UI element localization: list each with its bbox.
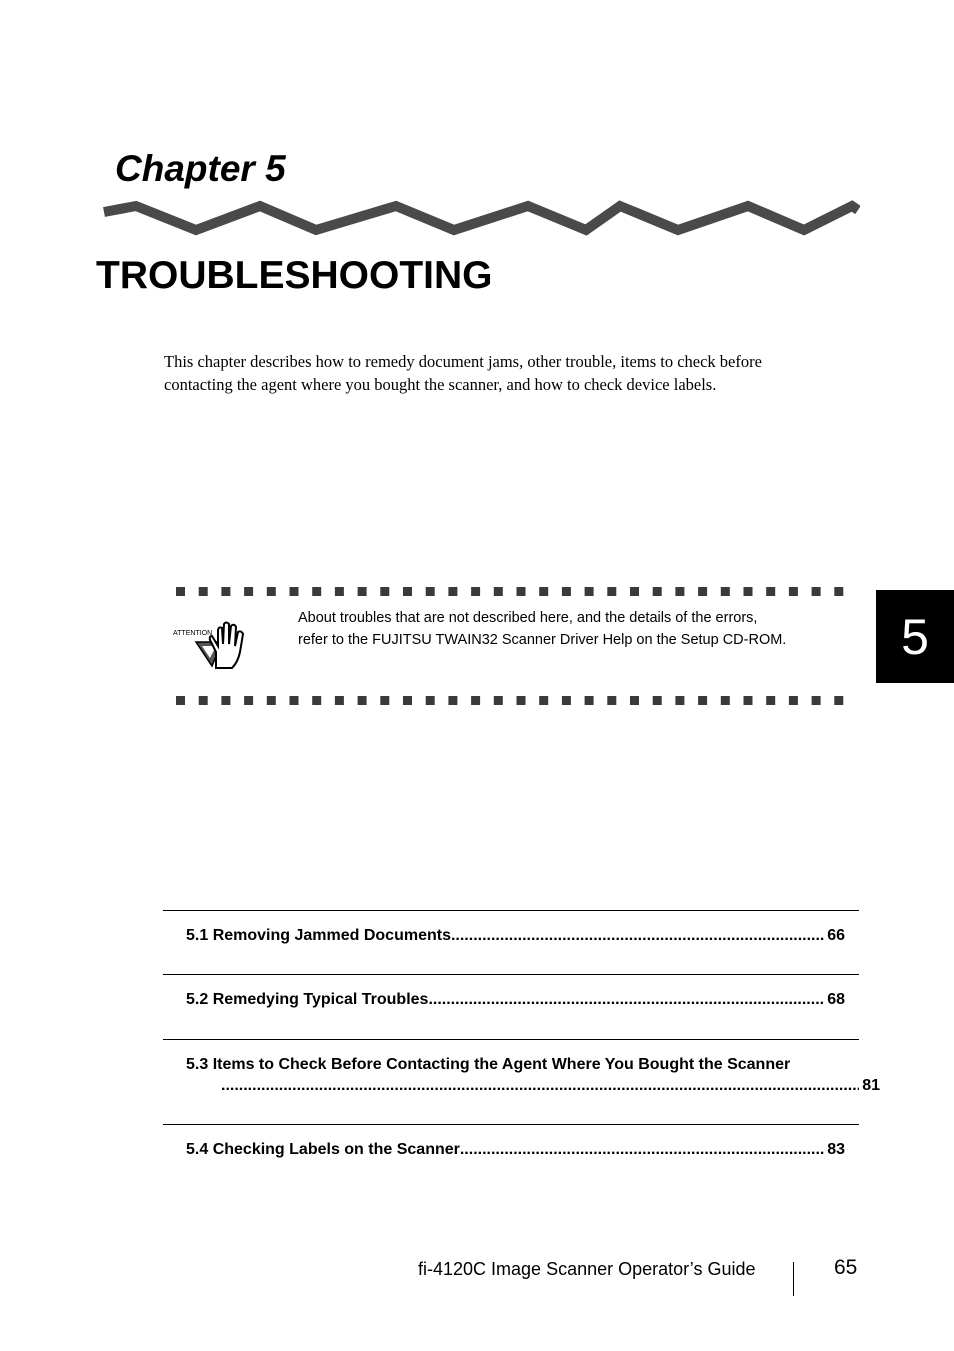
dash-square bbox=[834, 696, 843, 705]
toc-divider bbox=[163, 974, 859, 975]
dash-square bbox=[335, 696, 344, 705]
dash-square bbox=[199, 587, 208, 596]
dash-square bbox=[812, 587, 821, 596]
dash-square bbox=[448, 587, 457, 596]
dash-square bbox=[789, 696, 798, 705]
dash-square bbox=[607, 587, 616, 596]
attention-text bbox=[298, 608, 786, 651]
chapter-zigzag-divider bbox=[100, 198, 860, 242]
toc-divider bbox=[163, 1039, 859, 1040]
dash-square bbox=[698, 587, 707, 596]
dash-square bbox=[426, 587, 435, 596]
footer-page-number: 65 bbox=[834, 1256, 858, 1279]
dash-square bbox=[290, 696, 299, 705]
toc-leader-dots bbox=[451, 925, 824, 946]
dash-square bbox=[562, 696, 571, 705]
chapter-label: Chapter 5 bbox=[115, 148, 286, 189]
dash-square bbox=[267, 696, 276, 705]
dash-square bbox=[426, 696, 435, 705]
dash-square bbox=[244, 696, 253, 705]
toc-entry[interactable] bbox=[186, 925, 845, 946]
dash-square bbox=[630, 696, 639, 705]
toc-entry-title: 5.1 Removing Jammed Documents bbox=[186, 927, 451, 944]
dash-square bbox=[607, 696, 616, 705]
dash-square bbox=[494, 696, 503, 705]
attention-bottom-border bbox=[176, 696, 848, 705]
dash-square bbox=[585, 587, 594, 596]
dash-square bbox=[403, 696, 412, 705]
dash-square bbox=[358, 696, 367, 705]
toc-leader-dots bbox=[428, 989, 824, 1010]
dash-square bbox=[199, 696, 208, 705]
toc-divider bbox=[163, 910, 859, 911]
intro-line: contacting the agent where you bought the scanner, and how to check device labels. bbox=[164, 375, 717, 394]
toc-entry-page: 68 bbox=[827, 991, 845, 1008]
dash-square bbox=[721, 696, 730, 705]
dash-square bbox=[585, 696, 594, 705]
intro-paragraph bbox=[164, 350, 854, 396]
dash-square bbox=[517, 696, 526, 705]
dash-square bbox=[335, 587, 344, 596]
attention-icon-label: ATTENTION bbox=[173, 630, 213, 637]
dash-square bbox=[698, 696, 707, 705]
toc-entry[interactable] bbox=[186, 1054, 880, 1096]
dash-square bbox=[812, 696, 821, 705]
toc-entry-title: 5.2 Remedying Typical Troubles bbox=[186, 991, 429, 1008]
attention-line: refer to the FUJITSU TWAIN32 Scanner Driver Help on the Setup CD-ROM. bbox=[298, 631, 787, 648]
dash-square bbox=[744, 587, 753, 596]
zigzag-line bbox=[104, 206, 858, 230]
dash-square bbox=[221, 696, 230, 705]
toc-leader-dots bbox=[221, 1075, 859, 1096]
dash-square bbox=[834, 587, 843, 596]
dash-square bbox=[176, 696, 185, 705]
dash-square bbox=[471, 587, 480, 596]
chapter-title: TROUBLESHOOTING bbox=[96, 254, 493, 297]
dash-square bbox=[562, 587, 571, 596]
dash-square bbox=[675, 696, 684, 705]
attention-line: About troubles that are not described here, and the details of the errors, bbox=[298, 610, 758, 626]
toc-entry[interactable] bbox=[186, 989, 845, 1010]
dash-square bbox=[653, 587, 662, 596]
dash-square bbox=[221, 587, 230, 596]
toc-entry-title: 5.4 Checking Labels on the Scanner bbox=[186, 1141, 460, 1158]
chapter-thumb-tab: 5 bbox=[876, 590, 954, 683]
dash-square bbox=[744, 696, 753, 705]
toc-entry-title: 5.3 Items to Check Before Contacting the Agent Where You Bought the Scanner bbox=[186, 1056, 791, 1073]
dash-square bbox=[630, 587, 639, 596]
toc-entry-page: 81 bbox=[862, 1077, 880, 1094]
dash-square bbox=[675, 587, 684, 596]
dash-square bbox=[471, 696, 480, 705]
toc-entry-page: 83 bbox=[827, 1141, 845, 1158]
dash-square bbox=[448, 696, 457, 705]
toc-leader-dots bbox=[460, 1139, 824, 1160]
dash-square bbox=[766, 587, 775, 596]
dash-square bbox=[290, 587, 299, 596]
dash-square bbox=[721, 587, 730, 596]
toc-entry[interactable] bbox=[186, 1139, 845, 1160]
attention-top-border bbox=[176, 587, 848, 596]
dash-square bbox=[517, 587, 526, 596]
intro-line: This chapter describes how to remedy document jams, other trouble, items to check before bbox=[164, 352, 762, 371]
dash-square bbox=[766, 696, 775, 705]
dash-square bbox=[380, 587, 389, 596]
footer-separator bbox=[793, 1262, 794, 1296]
dash-square bbox=[312, 696, 321, 705]
dash-square bbox=[244, 587, 253, 596]
dash-square bbox=[176, 587, 185, 596]
dash-square bbox=[267, 587, 276, 596]
footer-document-title: fi-4120C Image Scanner Operator’s Guide bbox=[418, 1259, 756, 1279]
dash-square bbox=[494, 587, 503, 596]
dash-square bbox=[539, 696, 548, 705]
toc-divider bbox=[163, 1124, 859, 1125]
attention-hand-icon bbox=[172, 618, 252, 674]
dash-square bbox=[312, 587, 321, 596]
dash-square bbox=[380, 696, 389, 705]
dash-square bbox=[358, 587, 367, 596]
dash-square bbox=[789, 587, 798, 596]
dash-square bbox=[539, 587, 548, 596]
dash-square bbox=[653, 696, 662, 705]
dash-square bbox=[403, 587, 412, 596]
toc-entry-page: 66 bbox=[827, 927, 845, 944]
